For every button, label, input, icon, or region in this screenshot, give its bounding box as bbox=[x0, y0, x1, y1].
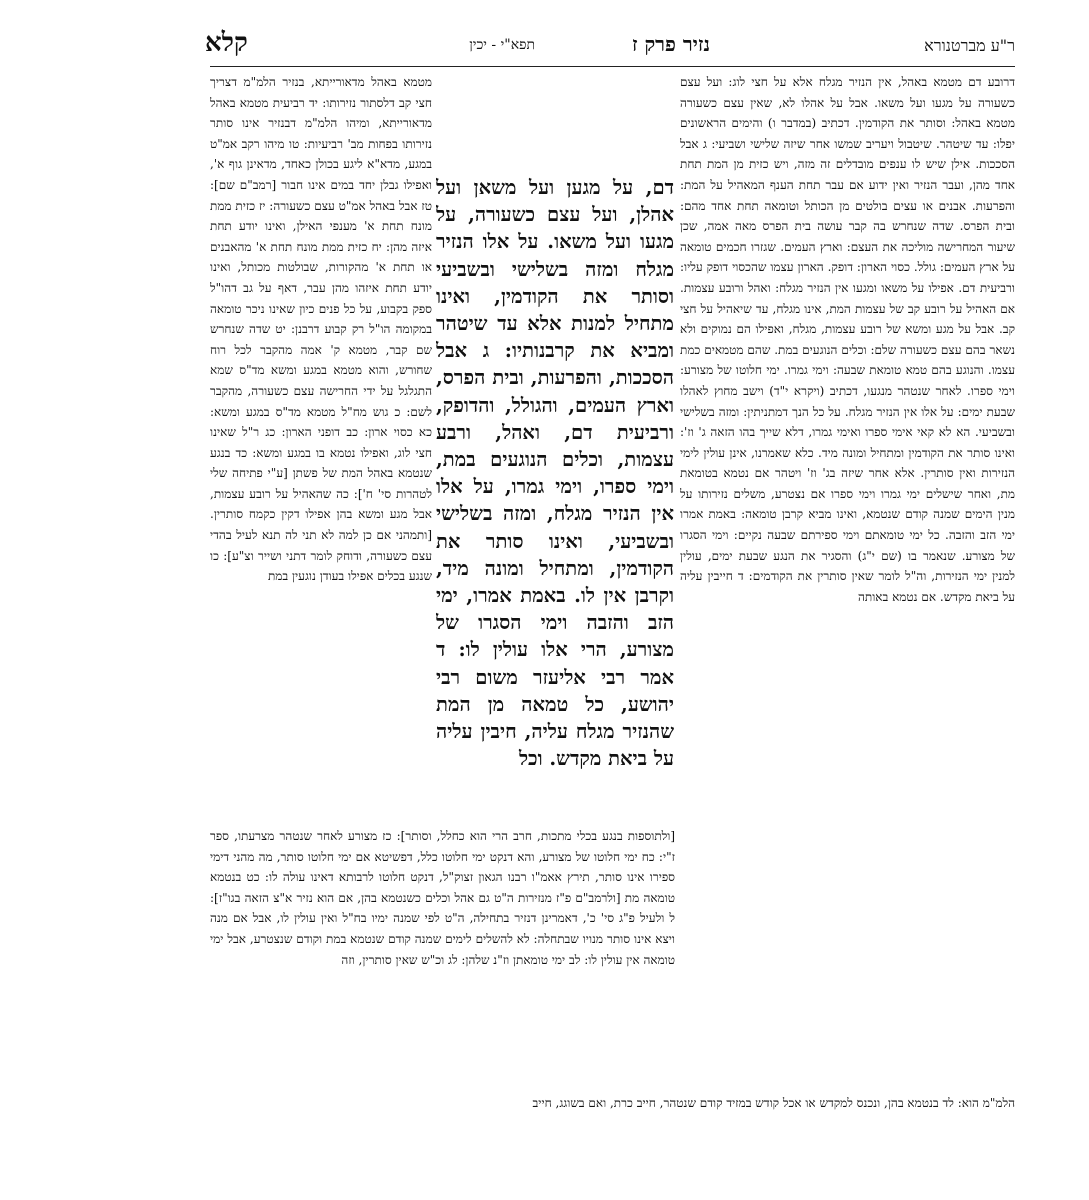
tiferet-yisrael-text: מטמא באהל מדאורייתא, בנזיר הלמ"מ דצריך חצי קב דלסתור נזירותו: יד רביעית מטמא באהל מדאורייתא, ומיהו הלמ"מ דבנזיר אינו סותר נזירותו בפחות מב' רביעיות: טו מיהו רקב אמ"ט במגע, מדא"א ליגע בכולן כאחד, מדאינן גוף א', ואפילו גבלן יחד במים אינו חבור [רמב"ם שם]: טז אבל באהל אמ"ט עצם כשעורה: יז כזית ממת מונח תחת א' מענפי האילן, ואינו יודע תחת איזה מהן: יח כזית ממת מונח תחת א' מהאבנים או תחת א' מהקורות, שבולטות מכותל, ואינו יודע תחת איזהו מהן עבר, דאף על גב דהו"ל ספק בקבוע, על כל פנים כיון שאינו ניכר טומאה במקומה הו"ל רק קבוע דרבנן: יט שדה שנחרש שם קבר, מטמא ק' אמה מהקבר לכל רוח שחורש, והוא מטמא במגע ומשא מד"ס שמא התגלגל על ידי החרישה עצם כשעורה, מהקבר לשם: כ גוש מח"ל מטמא מד"ס במגע ומשא: כא כסוי ארון: כב דופני הארון: כג ר"ל שאינו חצי לוג, ואפילו נטמא בו במגע ומשא: כד בנגע שנטמא באהל המת של פשתן [ע"י פתיחה שלי לטהרות סי' ח']: כה שהאהיל על רובע עצמות, אבל מגע ומשא בהן אפילו דקין כקמח סותרין. [ותמהני אם כן למה לא תני לה תנא לעיל בהדי עצם כשעורה, ודוחק לומר דתני ושייר וצ"ע]: כו שנגע בכלים אפילו בעודן נוגעין במת bbox=[210, 75, 432, 584]
bartenura-text: דרובע דם מטמא באהל, אין הנזיר מגלח אלא על חצי לוג: ועל עצם כשעורה על מגעו ועל משאו. אבל על אהלו לא, שאין עצם כשעורה מטמא באהל: וסותר את הקודמין. דכתיב (במדבר ו) והימים הראשונים יפלו: עד שיטהר. שיטבול ויעריב שמשו אחר שיזה שלישי ושביעי: ג אבל הסככות. אילן שיש לו ענפים מובדלים זה מזה, ויש כזית מן המת תחת אחד מהן, ועבר הנזיר ואין ידוע אם עבר תחת הענף המאהיל על המת: והפרעות. אבנים או עצים בולטים מן הכותל וטומאה תחת אחד מהם: ובית הפרס. שדה שנחרש בה קבר עושה בית הפרס מאה אמה, שכן שיעור המחרישה מוליכה את העצם: וארץ העמים. שגזרו חכמים טומאה על ארץ העמים: גולל. כסוי הארון: דופק. הארון עצמו שהכסוי דופק עליו: ורביעית דם. אפילו על משאו ומגעו אין הנזיר מגלח: ואהל ורובע עצמות. אם האהיל על רובע קב של עצמות המת, אינו מגלח, עד שיאהיל על חצי קב. אבל על מגע ומשא של רובע עצמות, מגלח, ואפילו הם נמוקים ולא נשאר בהם עצם כשעורה שלם: וכלים הנוגעים במת. שהם מטמאים כמת עצמו. והנוגע בהם טמא טומאת שבעה: וימי גמרו. ימי חלוטו של מצורע: וימי ספרו. לאחר שנטהר מנגעו, דכתיב (ויקרא י"ד) וישב מחוץ לאהלו שבעת ימים: על אלו אין הנזיר מגלח. על כל הנך דמתניתין: ומזה בשלישי ובשביעי. הא לא קאי אימי ספרו ואימי גמרו, דלא שייך בהו הזאה ג' וז': ואינו סותר את הקודמין ומתחיל ומונה מיד. כלא שאמרנו, אינן עולין לימי הנזירות ואין סותרין. אלא אחר שיזה בג' וז' ויטהר אם נטמא בטומאת מת, ואחר שישלים ימי גמרו וימי ספרו אם נצטרע, משלים נזירותו על מנין הימים שמנה קודם שנטמא, ואינו מביא קרבן טומאה: באמת אמרו ימי הזב והזבה. כל ימי טומאתם וימי ספירתם שבעה נקיים: וימי הסגרו של מצורע. שנאמר בו (שם י"ג) והסגיר את הנגע שבעת ימים, עולין למנין ימי הנזירות, וה"ל לומר שאין סותרין את הקודמים: ד חייבין עליה על ביאת מקדש. אם נטמא באותה bbox=[680, 75, 1015, 604]
footer-text: הלמ"מ הוא: לד בנטמא בהן, ונכנס למקדש או אכל קודש במזיד קודם שנטהר, חייב כרת, ואם בשוגג, חייב bbox=[532, 1096, 1015, 1110]
commentary-title-left: תפא"י - יכין bbox=[469, 37, 535, 53]
page-number: קלא bbox=[205, 28, 248, 58]
tractate-chapter-title: נזיר פרק ז bbox=[631, 32, 710, 56]
mishnah-column bbox=[436, 174, 674, 832]
tiferet-yisrael-bottom-text: [ולתוספות בנגע בכלי מתכות, חרב הרי הוא כחלל, וסותר]: כז מצורע לאחר שנטהר מצרעתו, ספר ז"י: כח ימי חלוטו של מצורע, והא דנקט ימי חלוטו כלל, דפשיטא אם ימי חלוטו סותר, מה מהני דימי ספירו אינו סותר, תירץ אאמ"ו רבנו הגאון זצוק"ל, דנקט חלוטו לרבותא דאינו עולה לו: כט בנטמא טומאה מת [ולרמב"ם פ"ז מנזירות ה"ט גם אהל וכלים כשנטמא בהן, אם הוא נזיר א"צ הזאה בגו"ז]: ל ולעיל פ"ג סי' כ', דאמרינן דנזיר בתחילה, ה"ט לפי שמנה ימיו בח"ל ואין עולין לו, אבל אם מנה ויצא אינו סותר מנויו שבתחלה: לא להשלים לימים שמנה קודם שנטמא במת וקודם שנצטרע, אבל ימי טומאה אין עולין לו: לב ימי טומאתן וז"נ שלהן: לג וכ"ש שאין סותרין, וזה bbox=[210, 829, 675, 967]
mishnah-text: דם, על מגען ועל משאן ועל אהלן, ועל עצם כשעורה, על מגעו ועל משאו. על אלו הנזיר מגלח ומזה בשלישי ובשביעי וסותר את הקודמין, ואינו מתחיל למנות אלא עד שיטהר ומביא את קרבנותיו: ג אבל הסככות, והפרעות, ובית הפרס, וארץ העמים, והגולל, והדופק, ורביעית דם, ואהל, ורבע עצמות, וכלים הנוגעים במת, וימי ספרו, וימי גמרו, על אלו אין הנזיר מגלח, ומזה בשלישי ובשביעי, ואינו סותר את הקודמין, ומתחיל ומונה מיד, וקרבן אין לו. באמת אמרו, ימי הזב והזבה וימי הסגרו של מצורע, הרי אלו עולין לו: ד אמר רבי אליעזר משום רבי יהושע, כל טמאה מן המת שהנזיר מגלח עליה, חיבין עליה על ביאת מקדש. וכל bbox=[436, 176, 674, 771]
tiferet-yisrael-bottom bbox=[210, 826, 675, 1076]
tiferet-yisrael-column bbox=[210, 72, 432, 824]
bartenura-column bbox=[680, 72, 1015, 1032]
header-rule bbox=[210, 66, 1015, 67]
page-header bbox=[205, 28, 1015, 62]
commentary-title: ר"ע מברטנורא bbox=[924, 36, 1015, 55]
footer-line bbox=[210, 1092, 1015, 1116]
